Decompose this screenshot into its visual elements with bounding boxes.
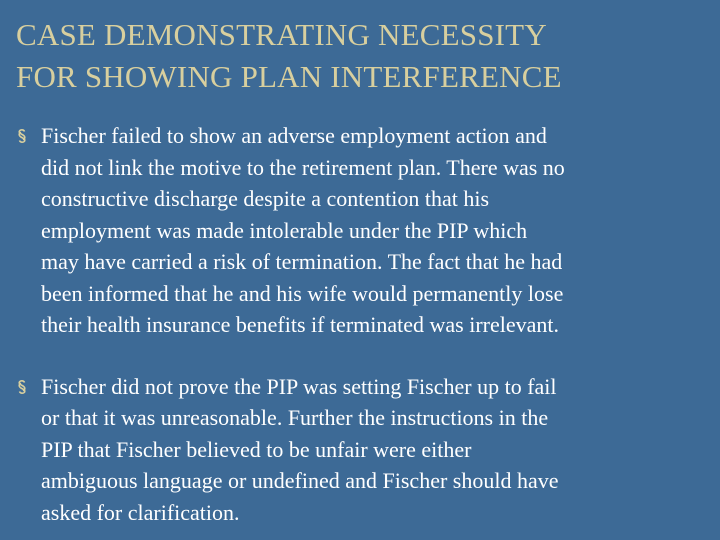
bullet-list bbox=[16, 120, 712, 528]
title-line: CASE DEMONSTRATING NECESSITY bbox=[16, 17, 547, 52]
bullet-line: did not link the motive to the retirement plan. There was no bbox=[41, 154, 565, 180]
bullet-line: their health insurance benefits if terminated was irrelevant. bbox=[41, 312, 560, 337]
bullet-item bbox=[16, 371, 712, 529]
bullet-line: been informed that he and his wife would permanently lose bbox=[41, 280, 564, 306]
section-sign-icon bbox=[16, 380, 28, 392]
bullet-line: employment was made intolerable under the PIP which bbox=[41, 217, 528, 243]
bullet-line: Fischer failed to show an adverse employment action and bbox=[41, 123, 547, 148]
bullet-item bbox=[16, 120, 712, 341]
bullet-line: or that it was unreasonable. Further the instructions in the bbox=[41, 405, 549, 430]
section-sign-icon bbox=[16, 129, 28, 141]
bullet-line: ambiguous language or undefined and Fischer should have bbox=[41, 468, 559, 493]
title-line: FOR SHOWING PLAN INTERFERENCE bbox=[16, 59, 562, 94]
bullet-line: Fischer did not prove the PIP was setting Fischer up to fail bbox=[41, 373, 557, 399]
bullet-line: may have carried a risk of termination. The fact that he had bbox=[41, 249, 563, 274]
bullet-line: asked for clarification. bbox=[41, 499, 240, 525]
slide-title bbox=[16, 14, 706, 98]
bullet-line: constructive discharge despite a contention that his bbox=[41, 186, 490, 211]
bullet-line: PIP that Fischer believed to be unfair were either bbox=[41, 436, 472, 462]
